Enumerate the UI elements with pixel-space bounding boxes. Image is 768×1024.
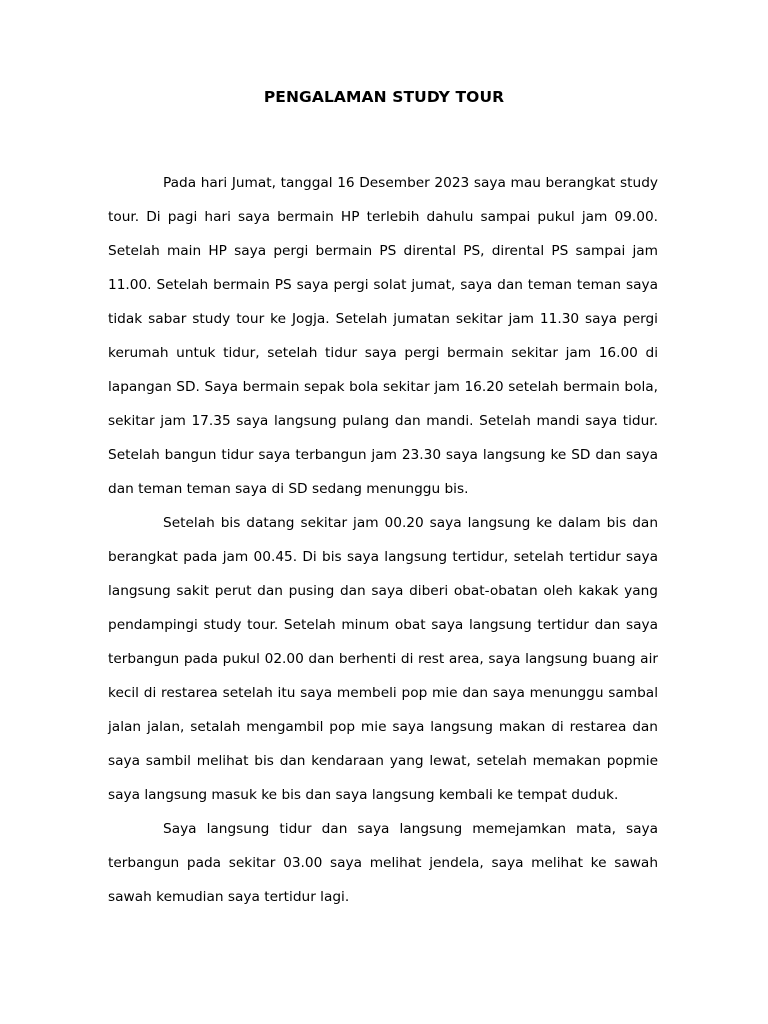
document-title: PENGALAMAN STUDY TOUR <box>263 88 505 106</box>
paragraph-2: Setelah bis datang sekitar jam 00.20 saya langsung ke dalam bis dan berangkat pada jam 00.45. Di bis saya langsung tertidur, setelah tertidur saya langsung sakit perut dan pusing dan saya diberi obat-obatan oleh kakak yang pendampingi study tour. Setelah minum obat saya langsung tertidur dan saya terbangun pada pukul 02.00 dan berhenti di rest area, saya langsung buang air kecil di restarea setelah itu saya membeli pop mie dan saya menunggu sambal jalan jalan, setalah mengambil pop mie saya langsung makan di restarea dan saya sambil melihat bis dan kendaraan yang lewat, setelah memakan popmie saya langsung masuk ke bis dan saya langsung kembali ke tempat duduk. <box>108 515 658 803</box>
paragraph-1: Pada hari Jumat, tanggal 16 Desember 2023 saya mau berangkat study tour. Di pagi hari saya bermain HP terlebih dahulu sampai pukul jam 09.00. Setelah main HP saya pergi bermain PS dirental PS, dirental PS sampai jam 11.00. Setelah bermain PS saya pergi solat jumat, saya dan teman teman saya tidak sabar study tour ke Jogja. Setelah jumatan sekitar jam 11.30 saya pergi kerumah untuk tidur, setelah tidur saya pergi bermain sekitar jam 16.00 di lapangan SD. Saya bermain sepak bola sekitar jam 16.20 setelah bermain bola, sekitar jam 17.35 saya langsung pulang dan mandi. Setelah mandi saya tidur. Setelah bangun tidur saya terbangun jam 23.30 saya langsung ke SD dan saya dan teman teman saya di SD sedang menunggu bis. <box>108 175 658 497</box>
paragraph-3: Saya langsung tidur dan saya langsung memejamkan mata, saya terbangun pada sekitar 03.00 saya melihat jendela, saya melihat ke sawah sawah kemudian saya tertidur lagi. <box>108 821 658 905</box>
document-body <box>108 166 658 914</box>
